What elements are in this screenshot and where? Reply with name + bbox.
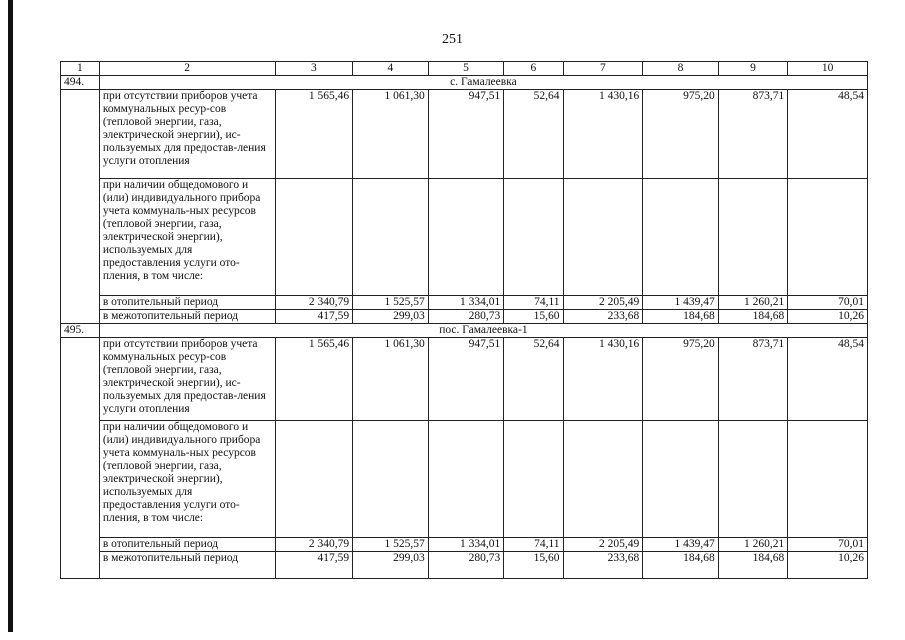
empty-cell: [643, 421, 719, 538]
value-cell: 48,54: [788, 338, 868, 421]
table-row: [61, 538, 868, 552]
value-cell: 48,54: [788, 90, 868, 179]
value-cell: 1 439,47: [643, 538, 719, 552]
value-cell: 1 439,47: [643, 296, 719, 310]
value-cell: 280,73: [428, 552, 504, 579]
value-cell: 52,64: [504, 338, 563, 421]
column-header: 6: [504, 62, 563, 76]
value-cell: 1 061,30: [353, 338, 429, 421]
tariff-table: [60, 61, 868, 579]
value-cell: 873,71: [718, 338, 787, 421]
value-cell: 74,11: [504, 296, 563, 310]
value-cell: 1 334,01: [428, 538, 504, 552]
column-header: 8: [643, 62, 719, 76]
value-cell: 1 260,21: [718, 296, 787, 310]
value-cell: 280,73: [428, 310, 504, 324]
empty-cell: [428, 421, 504, 538]
value-cell: 15,60: [504, 552, 563, 579]
value-cell: 70,01: [788, 538, 868, 552]
empty-cell: [428, 179, 504, 296]
empty-cell: [788, 179, 868, 296]
row-description: при отсутствии приборов учета коммунальных ресур-сов (тепловой энергии, газа, электрической энергии), ис-пользуемых для предостав-ления услуги отопления: [99, 90, 275, 179]
row-description: в межотопительный период: [99, 552, 275, 579]
location-row: [61, 76, 868, 90]
page-number: 251: [442, 32, 463, 47]
value-cell: 1 565,46: [275, 90, 353, 179]
value-cell: 1 525,57: [353, 296, 429, 310]
empty-cell: [353, 179, 429, 296]
value-cell: 873,71: [718, 90, 787, 179]
table-row: [61, 90, 868, 179]
value-cell: 52,64: [504, 90, 563, 179]
table-row: [61, 310, 868, 324]
value-cell: 10,26: [788, 310, 868, 324]
empty-cell: [788, 421, 868, 538]
value-cell: 2 340,79: [275, 296, 353, 310]
row-description: при наличии общедомового и (или) индивидуального прибора учета коммуналь-ных ресурсов (тепловой энергии, газа, электрической энергии), используемых для предоставления услуги ото-пления, в том числе:: [99, 421, 275, 538]
empty-cell: [275, 179, 353, 296]
value-cell: 975,20: [643, 90, 719, 179]
value-cell: 1 565,46: [275, 338, 353, 421]
empty-cell: [718, 179, 787, 296]
row-number: 494.: [61, 76, 100, 90]
empty-cell: [563, 179, 643, 296]
column-header: 4: [353, 62, 429, 76]
value-cell: 417,59: [275, 552, 353, 579]
value-cell: 233,68: [563, 552, 643, 579]
row-description: при отсутствии приборов учета коммунальных ресур-сов (тепловой энергии, газа, электрической энергии), ис-пользуемых для предостав-ления услуги отопления: [99, 338, 275, 421]
column-header: 10: [788, 62, 868, 76]
value-cell: 1 334,01: [428, 296, 504, 310]
empty-cell: [504, 421, 563, 538]
table-row: [61, 421, 868, 538]
empty-cell: [353, 421, 429, 538]
row-description: в отопительный период: [99, 538, 275, 552]
value-cell: 1 430,16: [563, 338, 643, 421]
value-cell: 1 260,21: [718, 538, 787, 552]
row-description: при наличии общедомового и (или) индивидуального прибора учета коммуналь-ных ресурсов (тепловой энергии, газа, электрической энергии), используемых для предоставления услуги ото-пления, в том числе:: [99, 179, 275, 296]
empty-cell: [504, 179, 563, 296]
value-cell: 233,68: [563, 310, 643, 324]
empty-cell: [275, 421, 353, 538]
column-header: 5: [428, 62, 504, 76]
value-cell: 70,01: [788, 296, 868, 310]
value-cell: 2 340,79: [275, 538, 353, 552]
value-cell: 975,20: [643, 338, 719, 421]
value-cell: 184,68: [643, 552, 719, 579]
column-header: 2: [99, 62, 275, 76]
location-name: пос. Гамалеевка-1: [99, 324, 867, 338]
value-cell: 184,68: [718, 552, 787, 579]
value-cell: 417,59: [275, 310, 353, 324]
left-margin-bar: [8, 0, 13, 632]
column-header: 3: [275, 62, 353, 76]
row-number-cell: [61, 338, 100, 579]
value-cell: 1 430,16: [563, 90, 643, 179]
value-cell: 947,51: [428, 90, 504, 179]
value-cell: 10,26: [788, 552, 868, 579]
value-cell: 74,11: [504, 538, 563, 552]
value-cell: 15,60: [504, 310, 563, 324]
empty-cell: [643, 179, 719, 296]
row-number: 495.: [61, 324, 100, 338]
value-cell: 184,68: [643, 310, 719, 324]
row-description: в отопительный период: [99, 296, 275, 310]
column-header: 9: [718, 62, 787, 76]
value-cell: 2 205,49: [563, 538, 643, 552]
table-row: [61, 338, 868, 421]
column-header-row: [61, 62, 868, 76]
value-cell: 299,03: [353, 552, 429, 579]
value-cell: 1 061,30: [353, 90, 429, 179]
column-header: 1: [61, 62, 100, 76]
table-row: [61, 296, 868, 310]
row-number-cell: [61, 90, 100, 324]
value-cell: 1 525,57: [353, 538, 429, 552]
table-row: [61, 552, 868, 579]
row-description: в межотопительный период: [99, 310, 275, 324]
value-cell: 2 205,49: [563, 296, 643, 310]
location-name: с. Гамалеевка: [99, 76, 867, 90]
table-row: [61, 179, 868, 296]
value-cell: 184,68: [718, 310, 787, 324]
location-row: [61, 324, 868, 338]
empty-cell: [718, 421, 787, 538]
column-header: 7: [563, 62, 643, 76]
empty-cell: [563, 421, 643, 538]
value-cell: 299,03: [353, 310, 429, 324]
value-cell: 947,51: [428, 338, 504, 421]
